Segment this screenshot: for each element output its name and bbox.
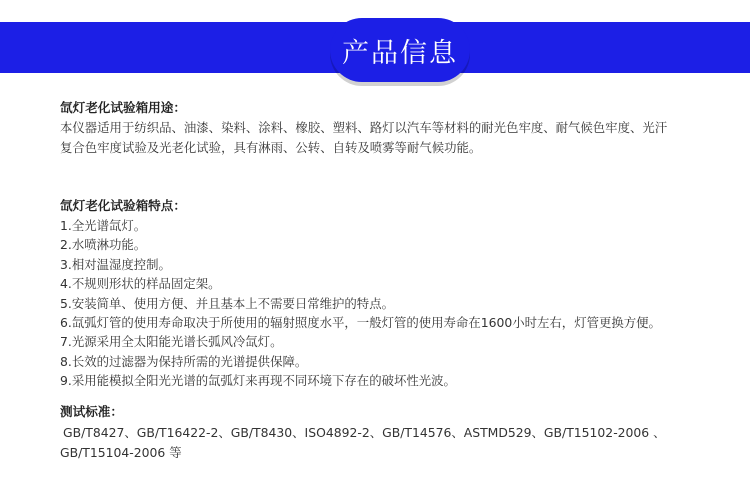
usage-line: 复合色牢度试验及光老化试验，具有淋雨、公转、自转及喷雾等耐气候功能。 bbox=[60, 140, 482, 155]
features-heading: 氙灯老化试验箱特点： bbox=[60, 198, 186, 213]
standards-line: GB/T8427、GB/T16422-2、GB/T8430、ISO4892-2、GB/T14576、ASTMD529、GB/T15102-2006 、 bbox=[63, 424, 666, 440]
product-info-content bbox=[60, 98, 740, 463]
section-title: 产品信息 bbox=[342, 37, 458, 69]
feature-item: 8.长效的过滤器为保持所需的光谱提供保障。 bbox=[60, 353, 308, 369]
feature-item: 4.不规则形状的样品固定架。 bbox=[60, 276, 221, 292]
feature-item: 9.采用能模拟全阳光光谱的氙弧灯来再现不同环境下存在的破坏性光波。 bbox=[60, 373, 456, 389]
section-title-pill bbox=[330, 18, 470, 82]
feature-item: 7.光源采用全太阳能光谱长弧风冷氙灯。 bbox=[60, 334, 283, 350]
feature-item: 6.氙弧灯管的使用寿命取决于所使用的辐射照度水平，一般灯管的使用寿命在1600小时左右，灯管更换方便。 bbox=[60, 315, 661, 331]
feature-item: 3.相对温湿度控制。 bbox=[60, 256, 171, 272]
usage-heading: 氙灯老化试验箱用途： bbox=[60, 100, 186, 115]
usage-line: 本仪器适用于纺织品、油漆、染料、涂料、橡胶、塑料、路灯以汽车等材料的耐光色牢度、耐气候色牢度、光汗 bbox=[60, 120, 668, 135]
feature-item: 1.全光谱氙灯。 bbox=[60, 218, 147, 233]
standards-line: GB/T15104-2006 等 bbox=[60, 444, 182, 460]
standards-heading: 测试标准： bbox=[60, 403, 123, 419]
feature-item: 2.水喷淋功能。 bbox=[60, 237, 147, 253]
feature-item: 5.安装简单、使用方便、并且基本上不需要日常维护的特点。 bbox=[60, 295, 394, 311]
